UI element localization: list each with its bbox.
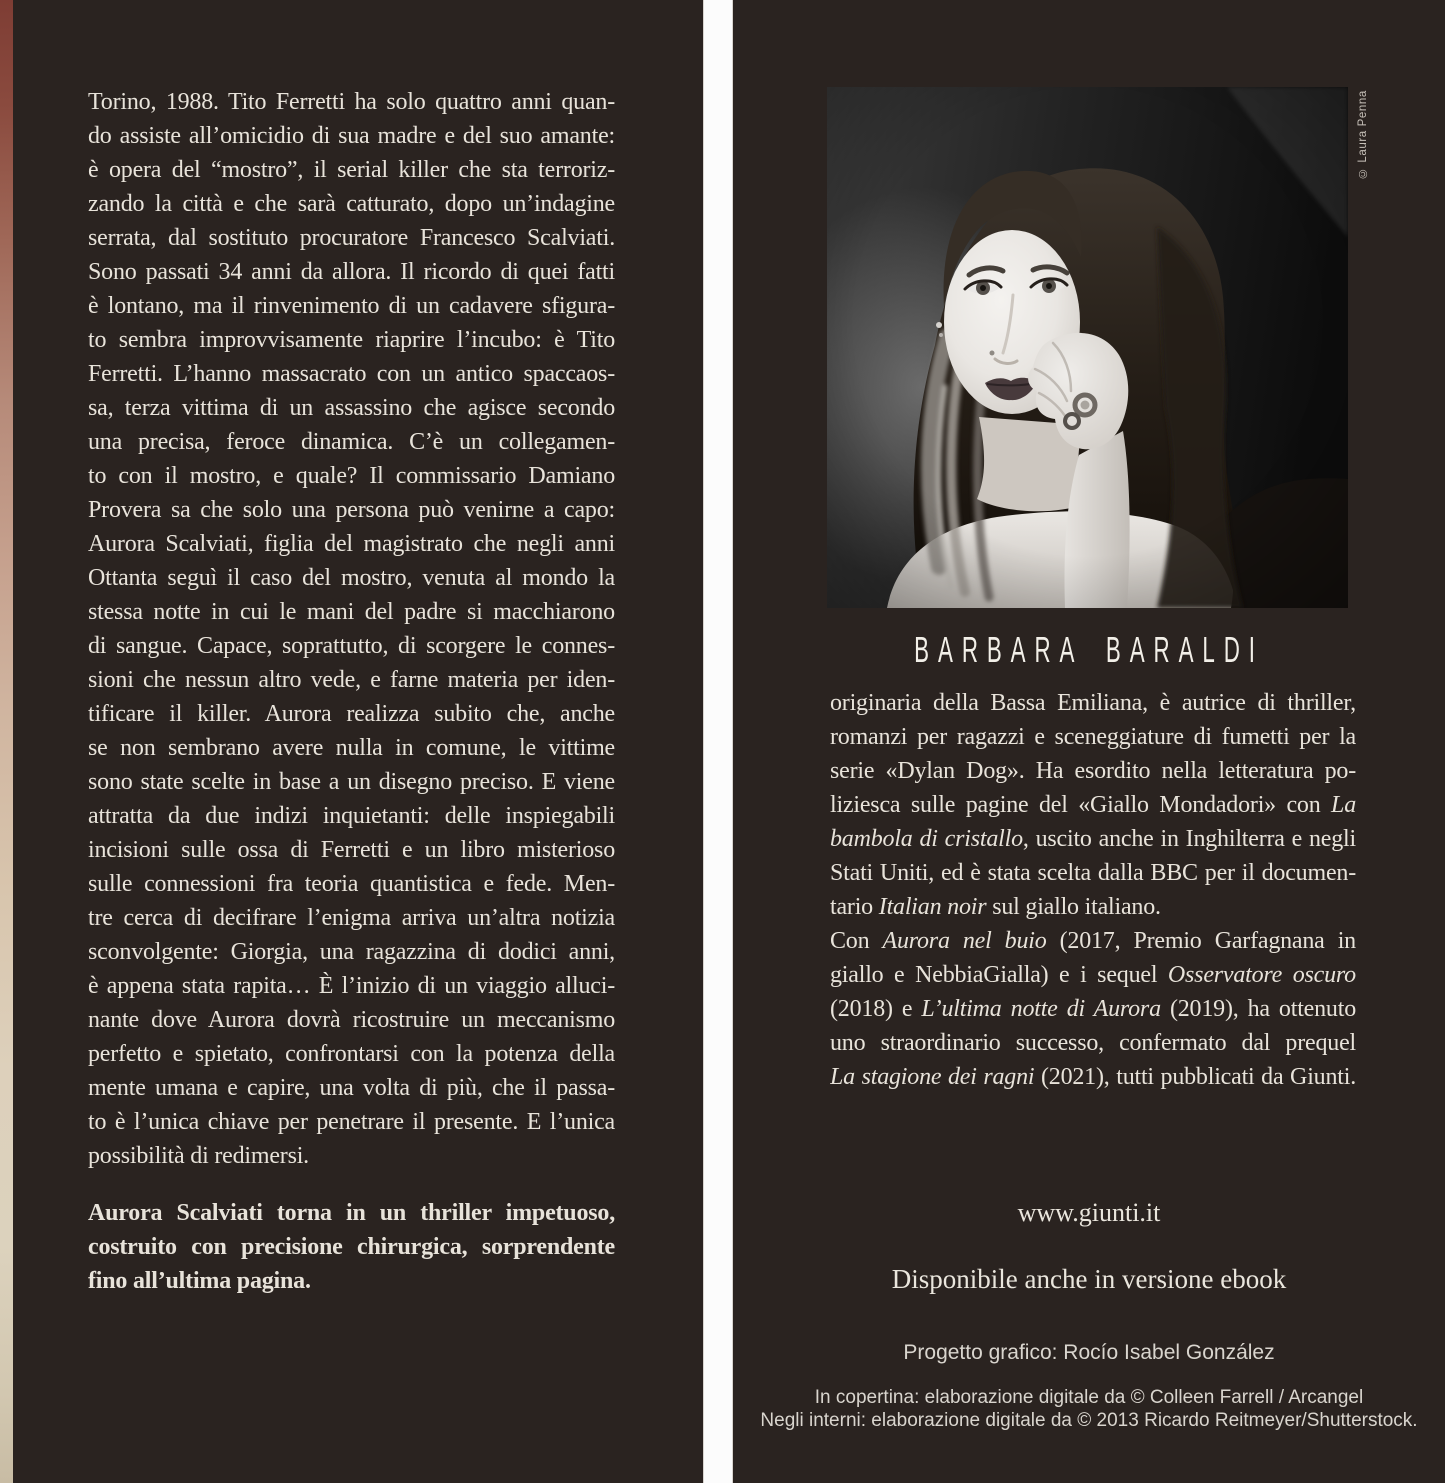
bio-line: romanzi per ragazzi e sceneggiature di fumetti per la: [830, 724, 1356, 750]
synopsis-line: nante dove Aurora dovrà ricostruire un meccanismo: [88, 1007, 615, 1033]
synopsis-line: è lontano, ma il rinvenimento di un cadavere sfigura-: [88, 293, 615, 319]
synopsis-line: incisioni sulle ossa di Ferretti e un libro misterioso: [88, 837, 615, 863]
author-name: BARBARA BARALDI: [914, 629, 1264, 670]
bio-line: Stati Uniti, ed è stata scelta dalla BBC per il documen-: [830, 860, 1356, 886]
bio-line: (2018) e L’ultima notte di Aurora (2019), ha ottenuto: [830, 996, 1356, 1022]
synopsis-line: sono state scelte in base a un disegno preciso. E viene: [88, 769, 615, 795]
synopsis-line: perfetto e spietato, confrontarsi con la potenza della: [88, 1041, 615, 1067]
synopsis-block: [88, 85, 615, 1173]
interior-art-credit: Negli interni: elaborazione digitale da © 2013 Ricardo Reitmeyer/Shutterstock.: [760, 1410, 1418, 1431]
synopsis-line: do assiste all’omicidio di sua madre e del suo amante:: [88, 123, 615, 149]
author-portrait-art: [827, 87, 1348, 608]
flap-fold-gutter: [703, 0, 733, 1483]
synopsis-line: to con il mostro, e quale? Il commissario Damiano: [88, 463, 615, 489]
synopsis-line: è appena stata rapita… È l’inizio di un viaggio alluci-: [88, 973, 615, 999]
synopsis-line: tre cerca di decifrare l’enigma arriva un’altra notizia: [88, 905, 615, 931]
author-bio: [830, 686, 1356, 1094]
author-name-row: [733, 630, 1445, 670]
synopsis-line: Aurora Scalviati, figlia del magistrato che negli anni: [88, 531, 615, 557]
bio-line: uno straordinario successo, confermato dal prequel: [830, 1030, 1356, 1056]
bio-line: La stagione dei ragni (2021), tutti pubblicati da Giunti.: [830, 1064, 1356, 1090]
bio-line: Con Aurora nel buio (2017, Premio Garfagnana in: [830, 928, 1356, 954]
bio-line: bambola di cristallo, uscito anche in Inghilterra e negli: [830, 826, 1356, 852]
synopsis-line: attratta da due indizi inquietanti: delle inspiegabili: [88, 803, 615, 829]
synopsis-line: to sembra improvvisamente riaprire l’incubo: è Tito: [88, 327, 615, 353]
synopsis-line: di sangue. Capace, soprattutto, di scorgere le connes-: [88, 633, 615, 659]
author-photo: [827, 87, 1348, 608]
synopsis-line: zando la città e che sarà catturato, dopo un’indagine: [88, 191, 615, 217]
left-flap: [13, 0, 703, 1483]
ebook-note: Disponibile anche in versione ebook: [891, 1264, 1287, 1294]
highlight-paragraph: [88, 1196, 615, 1298]
bio-line: originaria della Bassa Emiliana, è autrice di thriller,: [830, 690, 1356, 716]
synopsis-line: sioni che nessun altro vede, e farne materia per iden-: [88, 667, 615, 693]
photo-credit: © Laura Penna: [1357, 90, 1369, 179]
bio-line: giallo e NebbiaGialla) e i sequel Osservatore oscuro: [830, 962, 1356, 988]
cover-edge-strip: [0, 0, 13, 1483]
highlight-line: fino all’ultima pagina.: [88, 1268, 311, 1294]
synopsis-line: stessa notte in cui le mani del padre si macchiarono: [88, 599, 615, 625]
highlight-line: costruito con precisione chirurgica, sorprendente: [88, 1234, 615, 1260]
highlight-line: Aurora Scalviati torna in un thriller impetuoso,: [88, 1200, 615, 1226]
synopsis-line: Torino, 1988. Tito Ferretti ha solo quattro anni quan-: [88, 89, 615, 115]
synopsis-line: sconvolgente: Giorgia, una ragazzina di dodici anni,: [88, 939, 615, 965]
synopsis-line: possibilità di redimersi.: [88, 1143, 309, 1169]
synopsis-line: serrata, dal sostituto procuratore Francesco Scalviati.: [88, 225, 615, 251]
synopsis-line: una precisa, feroce dinamica. C’è un collegamen-: [88, 429, 615, 455]
synopsis-line: sulle connessioni fra teoria quantistica e fede. Men-: [88, 871, 615, 897]
publisher-website: www.giunti.it: [1017, 1198, 1161, 1227]
right-flap: [733, 0, 1445, 1483]
synopsis-line: se non sembrano avere nulla in comune, le vittime: [88, 735, 615, 761]
synopsis-line: Provera sa che solo una persona può venirne a capo:: [88, 497, 615, 523]
synopsis-line: sa, terza vittima di un assassino che agisce secondo: [88, 395, 615, 421]
synopsis-line: mente umana e capire, una volta di più, che il passa-: [88, 1075, 615, 1101]
bio-line: liziesca sulle pagine del «Giallo Mondadori» con La: [830, 792, 1356, 818]
design-credit: Progetto grafico: Rocío Isabel González: [903, 1341, 1275, 1364]
synopsis-line: Ottanta seguì il caso del mostro, venuta al mondo la: [88, 565, 615, 591]
synopsis-line: Ferretti. L’hanno massacrato con un antico spaccaos-: [88, 361, 615, 387]
bio-line: serie «Dylan Dog». Ha esordito nella letteratura po-: [830, 758, 1356, 784]
synopsis-line: tificare il killer. Aurora realizza subito che, anche: [88, 701, 615, 727]
synopsis-line: Sono passati 34 anni da allora. Il ricordo di quei fatti: [88, 259, 615, 285]
synopsis-line: to è l’unica chiave per penetrare il presente. E l’unica: [88, 1109, 615, 1135]
cover-art-credit: In copertina: elaborazione digitale da © Colleen Farrell / Arcangel: [814, 1387, 1364, 1408]
synopsis-line: è opera del “mostro”, il serial killer che sta terroriz-: [88, 157, 615, 183]
bio-line: tario Italian noir sul giallo italiano.: [830, 894, 1161, 920]
